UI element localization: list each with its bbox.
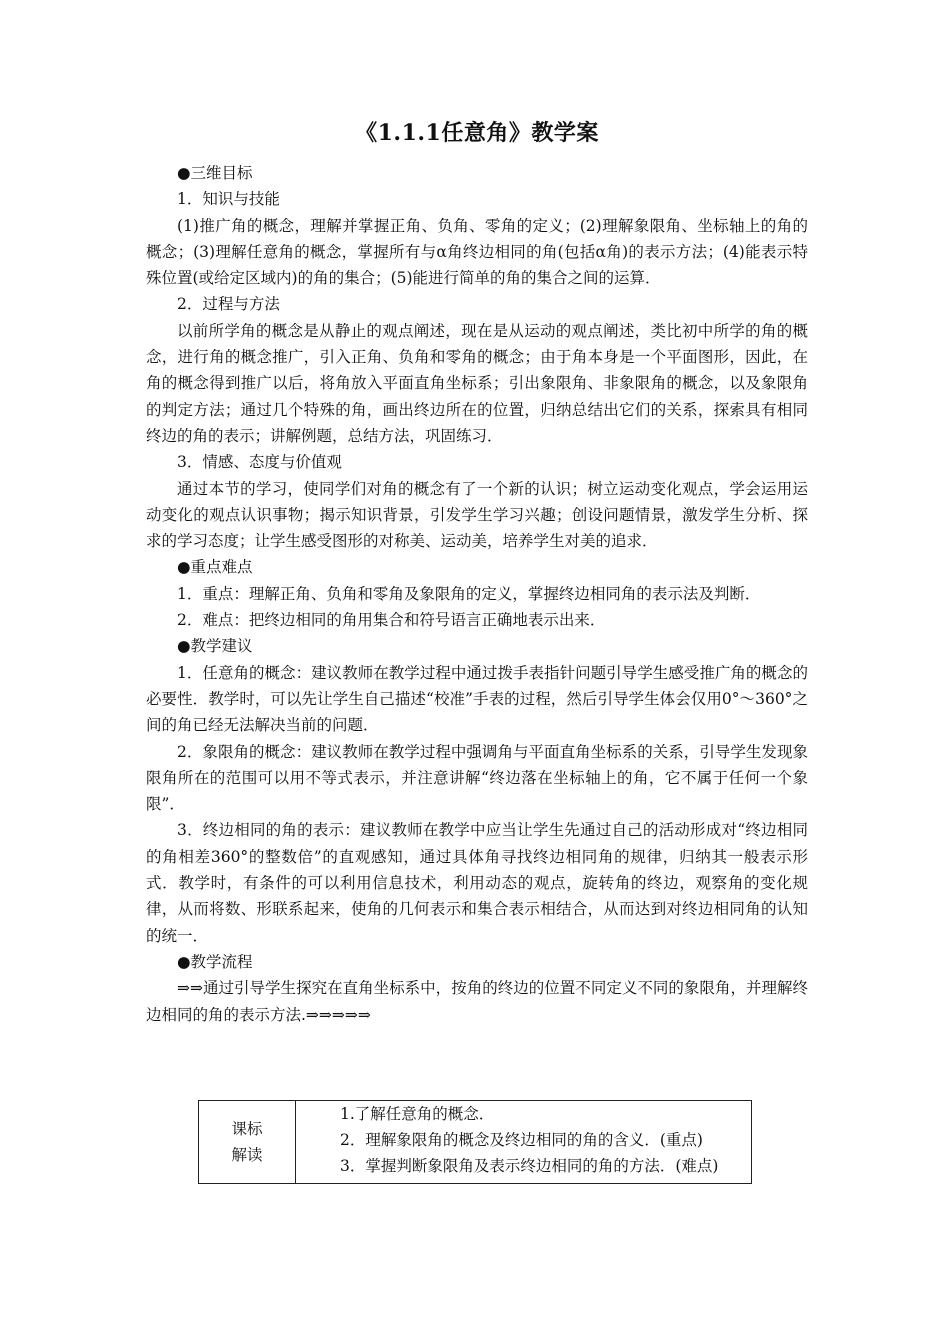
subheading-process-method: 2．过程与方法 <box>177 295 280 314</box>
list-item: 2．理解象限角的概念及终边相同的角的含义．(重点) <box>340 1131 703 1149</box>
standards-label-line-2: 解读 <box>231 1146 263 1164</box>
section-heading-goals: ●三维目标 <box>177 164 253 182</box>
document-page <box>146 118 808 1028</box>
paragraph-key-point: 1．重点：理解正角、负角和零角及象限角的定义，掌握终边相同角的表示法及判断． <box>177 584 761 603</box>
paragraph-difficulty: 2．难点：把终边相同的角用集合和符号语言正确地表示出来． <box>177 611 606 630</box>
section-heading-teaching-flow: ●教学流程 <box>177 952 253 971</box>
list-item: 3．掌握判断象限角及表示终边相同的角的方法．(难点) <box>340 1157 719 1175</box>
section-heading-teaching-advice: ●教学建议 <box>177 637 253 656</box>
paragraph-teaching-flow: ⇒⇒通过引导学生探究在直角坐标系中，按角的终边的位置不同定义不同的象限角，并理解终边相同的角的表示方法.⇒⇒⇒⇒⇒ <box>146 979 808 1024</box>
standards-label-line-1: 课标 <box>231 1120 263 1138</box>
list-item: 1.了解任意角的概念． <box>340 1105 495 1123</box>
paragraph-process-method: 以前所学角的概念是从静止的观点阐述，现在是从运动的观点阐述，类比初中所学的角的概念，进行角的概念推广，引入正角、负角和零角的概念；由于角本身是一个平面图形，因此，在角的概念得到推广以后，将角放入平面直角坐标系；引出象限角、非象限角的概念，以及象限角的判定方法；通过几个特殊的角，画出终边所在的位置，归纳总结出它们的关系，探索具有相同终边的角的表示；讲解例题，总结方法，巩固练习． <box>146 321 808 445</box>
subheading-attitude-values: 3．情感、态度与价值观 <box>177 453 342 472</box>
paragraph-advice-2: 2．象限角的概念：建议教师在教学过程中强调角与平面直角坐标系的关系，引导学生发现象限角所在的范围可以用不等式表示，并注意讲解“终边落在坐标轴上的角，它不属于任何一个象限”． <box>146 742 808 814</box>
standards-label-cell <box>199 1101 296 1184</box>
paragraph-advice-3: 3．终边相同的角的表示：建议教师在教学中应当让学生先通过自己的活动形成对“终边相同的角相差360°的整数倍”的直观感知，通过具体角寻找终边相同角的规律，归纳其一般表示形式．教学时，有条件的可以利用信息技术，利用动态的观点，旋转角的终边，观察角的变化规律，从而将数、形联系起来，使角的几何表示和集合表示相结合，从而达到对终边相同角的认知的统一． <box>146 821 808 945</box>
paragraph-knowledge-skills: (1)推广角的概念，理解并掌握正角、负角、零角的定义；(2)理解象限角、坐标轴上的角的概念；(3)理解任意角的概念，掌握所有与α角终边相同的角(包括α角)的表示方法；(4)能表示特殊位置(或给定区域内)的角的集合；(5)能进行简单的角的集合之间的运算． <box>146 216 808 288</box>
document-title: 《1.1.1任意角》教学案 <box>355 120 599 146</box>
subheading-knowledge-skills: 1．知识与技能 <box>177 190 280 209</box>
standards-table <box>198 1100 752 1184</box>
section-heading-key-points: ●重点难点 <box>177 558 253 577</box>
paragraph-advice-1: 1．任意角的概念：建议教师在教学过程中通过拨手表指针问题引导学生感受推广角的概念的必要性．教学时，可以先让学生自己描述“校准”手表的过程，然后引导学生体会仅用0°～360°之间的角已经无法解决当前的问题． <box>146 663 808 735</box>
paragraph-attitude-values: 通过本节的学习，使同学们对角的概念有了一个新的认识；树立运动变化观点，学会运用运动变化的观点认识事物；揭示知识背景，引发学生学习兴趣；创设问题情景，激发学生分析、探求的学习态度；让学生感受图形的对称美、运动美，培养学生对美的追求． <box>146 479 808 551</box>
standards-content-cell <box>296 1101 752 1184</box>
table-row <box>199 1101 752 1184</box>
